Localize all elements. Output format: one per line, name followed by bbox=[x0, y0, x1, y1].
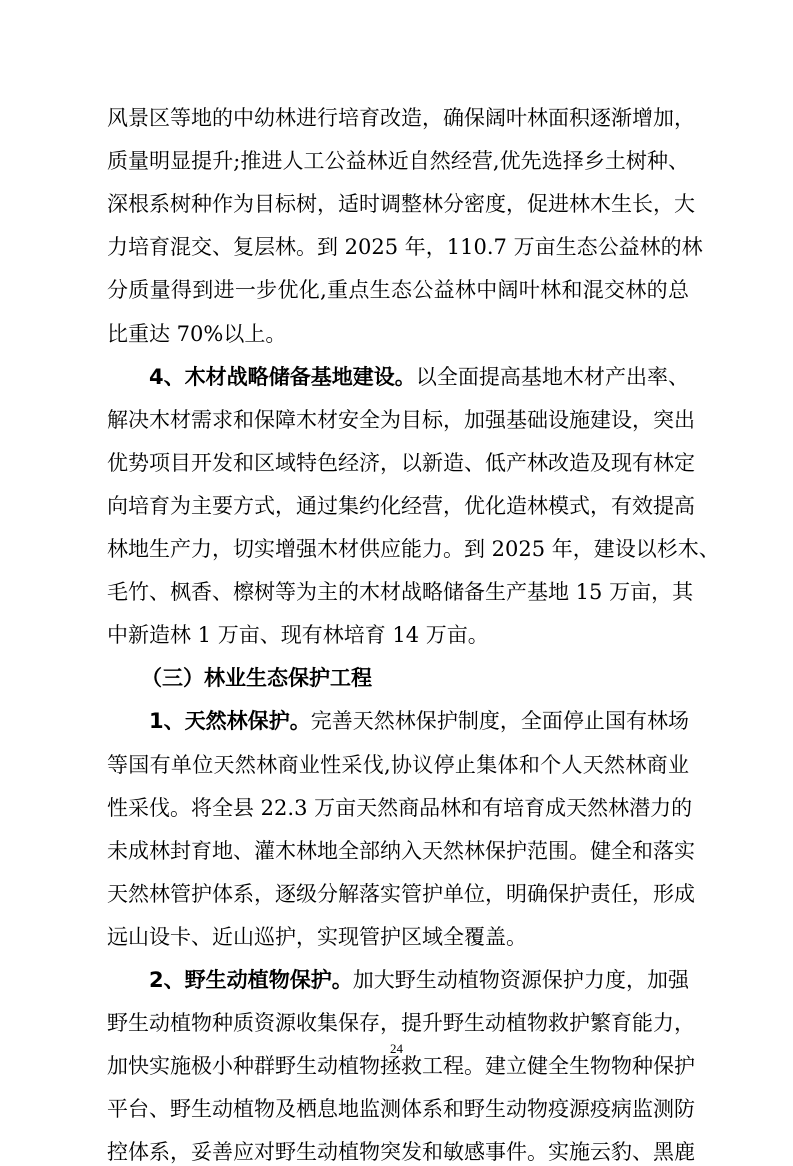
subsection-heading bbox=[141, 664, 723, 692]
section-4-title: 4、木材战略储备基地建设。 bbox=[149, 364, 416, 389]
item-2-first-line-text: 加大野生动植物资源保护力度，加强 bbox=[352, 968, 689, 992]
paragraph-line: 向培育为主要方式，通过集约化经营，优化造林模式，有效提高 bbox=[107, 493, 695, 518]
paragraph-line: 中新造林 1 万亩、现有林培育 14 万亩。 bbox=[107, 623, 489, 648]
section-4-first-line bbox=[149, 363, 689, 391]
paragraph-line: 分质量得到进一步优化,重点生态公益林中阔叶林和混交林的总 bbox=[107, 278, 689, 303]
paragraph-line: 野生动植物种质资源收集保存，提升野生动植物救护繁育能力， bbox=[107, 1011, 695, 1036]
paragraph-line: 力培育混交、复层林。到 2025 年，110.7 万亩生态公益林的林 bbox=[107, 235, 703, 260]
paragraph-line: 等国有单位天然林商业性采伐,协议停止集体和个人天然林商业 bbox=[107, 752, 689, 777]
page-number: 24 bbox=[390, 1041, 403, 1056]
paragraph-line: 毛竹、枫香、檫树等为主的木材战略储备生产基地 15 万亩，其 bbox=[107, 580, 694, 605]
paragraph-line: 比重达 70%以上。 bbox=[107, 321, 287, 346]
paragraph-line: 天然林管护体系，逐级分解落实管护单位，明确保护责任，形成 bbox=[107, 881, 695, 906]
item-1-first-line-text: 完善天然林保护制度，全面停止国有林场 bbox=[310, 709, 689, 734]
paragraph-line: 远山设卡、近山巡护，实现管护区域全覆盖。 bbox=[107, 924, 527, 949]
item-1-title: 1、天然林保护。 bbox=[149, 709, 311, 734]
item-2-title: 2、野生动植物保护。 bbox=[149, 968, 353, 992]
paragraph-line: 质量明显提升;推进人工公益林近自然经营,优先选择乡土树种、 bbox=[107, 149, 689, 174]
paragraph-line: 平台、野生动植物及栖息地监测体系和野生动物疫源疫病监测防 bbox=[107, 1097, 695, 1122]
paragraph-line: 深根系树种作为目标树，适时调整林分密度，促进林木生长，大 bbox=[107, 192, 695, 217]
paragraph-line: 风景区等地的中幼林进行培育改造，确保阔叶林面积逐渐增加， bbox=[107, 106, 695, 130]
paragraph-line: 性采伐。将全县 22.3 万亩天然商品林和有培育成天然林潜力的 bbox=[107, 795, 693, 820]
section-4-first-line-text: 以全面提高基地木材产出率、 bbox=[415, 364, 689, 389]
subsection-heading-text: （三）林业生态保护工程 bbox=[141, 666, 372, 691]
item-2-first-line bbox=[149, 966, 689, 994]
item-1-first-line bbox=[149, 707, 689, 735]
paragraph-line: 解决木材需求和保障木材安全为目标，加强基础设施建设，突出 bbox=[107, 407, 695, 432]
paragraph-line: 加快实施极小种群野生动植物拯救工程。建立健全生物物种保护 bbox=[107, 1054, 695, 1079]
paragraph-line: 优势项目开发和区域特色经济，以新造、低产林改造及现有林定 bbox=[107, 450, 695, 475]
paragraph-line: 控体系，妥善应对野生动植物突发和敏感事件。实施云豹、黑鹿 bbox=[107, 1140, 695, 1165]
paragraph-line: 林地生产力，切实增强木材供应能力。到 2025 年，建设以杉木、 bbox=[107, 537, 720, 561]
paragraph-line: 未成林封育地、灌木林地全部纳入天然林保护范围。健全和落实 bbox=[107, 838, 695, 863]
